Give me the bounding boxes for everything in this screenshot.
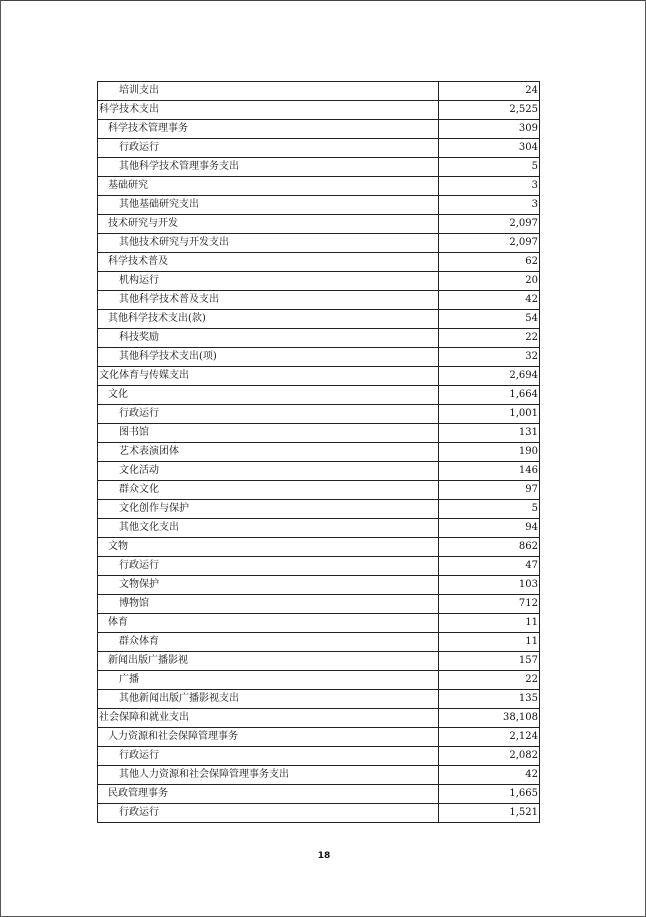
row-label: 文物保护 bbox=[98, 576, 439, 595]
row-value: 862 bbox=[439, 538, 540, 557]
table-row bbox=[98, 576, 540, 595]
row-value: 1,001 bbox=[439, 405, 540, 424]
table-row bbox=[98, 614, 540, 633]
row-value: 1,664 bbox=[439, 386, 540, 405]
row-label: 博物馆 bbox=[98, 595, 439, 614]
row-value: 97 bbox=[439, 481, 540, 500]
row-value: 2,097 bbox=[439, 215, 540, 234]
row-label: 技术研究与开发 bbox=[98, 215, 439, 234]
row-label: 群众文化 bbox=[98, 481, 439, 500]
row-value: 3 bbox=[439, 177, 540, 196]
row-label: 培训支出 bbox=[98, 82, 439, 101]
row-label: 行政运行 bbox=[98, 139, 439, 158]
row-label: 艺术表演团体 bbox=[98, 443, 439, 462]
table-row bbox=[98, 728, 540, 747]
row-value: 42 bbox=[439, 291, 540, 310]
table-row bbox=[98, 671, 540, 690]
table-row bbox=[98, 196, 540, 215]
row-label: 文化体育与传媒支出 bbox=[98, 367, 439, 386]
table-row bbox=[98, 481, 540, 500]
table-row bbox=[98, 766, 540, 785]
row-value: 190 bbox=[439, 443, 540, 462]
row-value: 2,082 bbox=[439, 747, 540, 766]
row-label: 其他文化支出 bbox=[98, 519, 439, 538]
row-label: 图书馆 bbox=[98, 424, 439, 443]
row-value: 11 bbox=[439, 614, 540, 633]
row-value: 11 bbox=[439, 633, 540, 652]
row-label: 其他科学技术支出(项) bbox=[98, 348, 439, 367]
row-label: 文物 bbox=[98, 538, 439, 557]
table-row bbox=[98, 253, 540, 272]
row-value: 309 bbox=[439, 120, 540, 139]
row-label: 文化 bbox=[98, 386, 439, 405]
row-value: 94 bbox=[439, 519, 540, 538]
table-row bbox=[98, 424, 540, 443]
table-row bbox=[98, 709, 540, 728]
table-row bbox=[98, 595, 540, 614]
row-value: 2,097 bbox=[439, 234, 540, 253]
budget-table bbox=[97, 81, 540, 823]
row-label: 其他科学技术普及支出 bbox=[98, 291, 439, 310]
row-value: 131 bbox=[439, 424, 540, 443]
row-label: 科技奖励 bbox=[98, 329, 439, 348]
row-value: 20 bbox=[439, 272, 540, 291]
budget-table-body bbox=[98, 82, 540, 823]
table-row bbox=[98, 462, 540, 481]
table-row bbox=[98, 329, 540, 348]
table-row bbox=[98, 291, 540, 310]
row-value: 5 bbox=[439, 500, 540, 519]
table-row bbox=[98, 557, 540, 576]
row-label: 行政运行 bbox=[98, 747, 439, 766]
row-value: 54 bbox=[439, 310, 540, 329]
table-row bbox=[98, 82, 540, 101]
table-row bbox=[98, 310, 540, 329]
table-row bbox=[98, 652, 540, 671]
table-row bbox=[98, 120, 540, 139]
row-label: 其他技术研究与开发支出 bbox=[98, 234, 439, 253]
row-value: 24 bbox=[439, 82, 540, 101]
row-value: 47 bbox=[439, 557, 540, 576]
row-label: 体育 bbox=[98, 614, 439, 633]
row-value: 38,108 bbox=[439, 709, 540, 728]
row-value: 146 bbox=[439, 462, 540, 481]
row-label: 科学技术支出 bbox=[98, 101, 439, 120]
row-label: 基础研究 bbox=[98, 177, 439, 196]
row-value: 712 bbox=[439, 595, 540, 614]
page-number: 18 bbox=[317, 851, 331, 861]
table-row bbox=[98, 633, 540, 652]
row-label: 其他基础研究支出 bbox=[98, 196, 439, 215]
table-row bbox=[98, 367, 540, 386]
row-value: 103 bbox=[439, 576, 540, 595]
table-row bbox=[98, 215, 540, 234]
row-label: 文化活动 bbox=[98, 462, 439, 481]
table-row bbox=[98, 139, 540, 158]
table-row bbox=[98, 272, 540, 291]
table-row bbox=[98, 538, 540, 557]
row-label: 其他新闻出版广播影视支出 bbox=[98, 690, 439, 709]
table-row bbox=[98, 804, 540, 823]
row-value: 1,665 bbox=[439, 785, 540, 804]
row-label: 广播 bbox=[98, 671, 439, 690]
row-value: 22 bbox=[439, 329, 540, 348]
table-row bbox=[98, 405, 540, 424]
row-value: 157 bbox=[439, 652, 540, 671]
row-value: 1,521 bbox=[439, 804, 540, 823]
row-label: 社会保障和就业支出 bbox=[98, 709, 439, 728]
row-label: 行政运行 bbox=[98, 405, 439, 424]
row-label: 新闻出版广播影视 bbox=[98, 652, 439, 671]
row-value: 135 bbox=[439, 690, 540, 709]
row-value: 22 bbox=[439, 671, 540, 690]
row-label: 其他人力资源和社会保障管理事务支出 bbox=[98, 766, 439, 785]
table-row bbox=[98, 177, 540, 196]
row-value: 304 bbox=[439, 139, 540, 158]
row-label: 其他科学技术支出(款) bbox=[98, 310, 439, 329]
table-row bbox=[98, 443, 540, 462]
row-value: 32 bbox=[439, 348, 540, 367]
table-row bbox=[98, 785, 540, 804]
row-label: 科学技术普及 bbox=[98, 253, 439, 272]
table-row bbox=[98, 519, 540, 538]
row-value: 2,124 bbox=[439, 728, 540, 747]
table-row bbox=[98, 101, 540, 120]
row-value: 2,525 bbox=[439, 101, 540, 120]
row-label: 民政管理事务 bbox=[98, 785, 439, 804]
table-row bbox=[98, 690, 540, 709]
row-value: 42 bbox=[439, 766, 540, 785]
row-value: 2,694 bbox=[439, 367, 540, 386]
row-label: 科学技术管理事务 bbox=[98, 120, 439, 139]
row-label: 机构运行 bbox=[98, 272, 439, 291]
row-value: 5 bbox=[439, 158, 540, 177]
row-label: 行政运行 bbox=[98, 804, 439, 823]
row-label: 其他科学技术管理事务支出 bbox=[98, 158, 439, 177]
table-row bbox=[98, 234, 540, 253]
table-row bbox=[98, 158, 540, 177]
table-row bbox=[98, 747, 540, 766]
row-label: 行政运行 bbox=[98, 557, 439, 576]
row-label: 文化创作与保护 bbox=[98, 500, 439, 519]
table-row bbox=[98, 500, 540, 519]
row-label: 人力资源和社会保障管理事务 bbox=[98, 728, 439, 747]
table-row bbox=[98, 348, 540, 367]
table-row bbox=[98, 386, 540, 405]
row-label: 群众体育 bbox=[98, 633, 439, 652]
row-value: 62 bbox=[439, 253, 540, 272]
row-value: 3 bbox=[439, 196, 540, 215]
